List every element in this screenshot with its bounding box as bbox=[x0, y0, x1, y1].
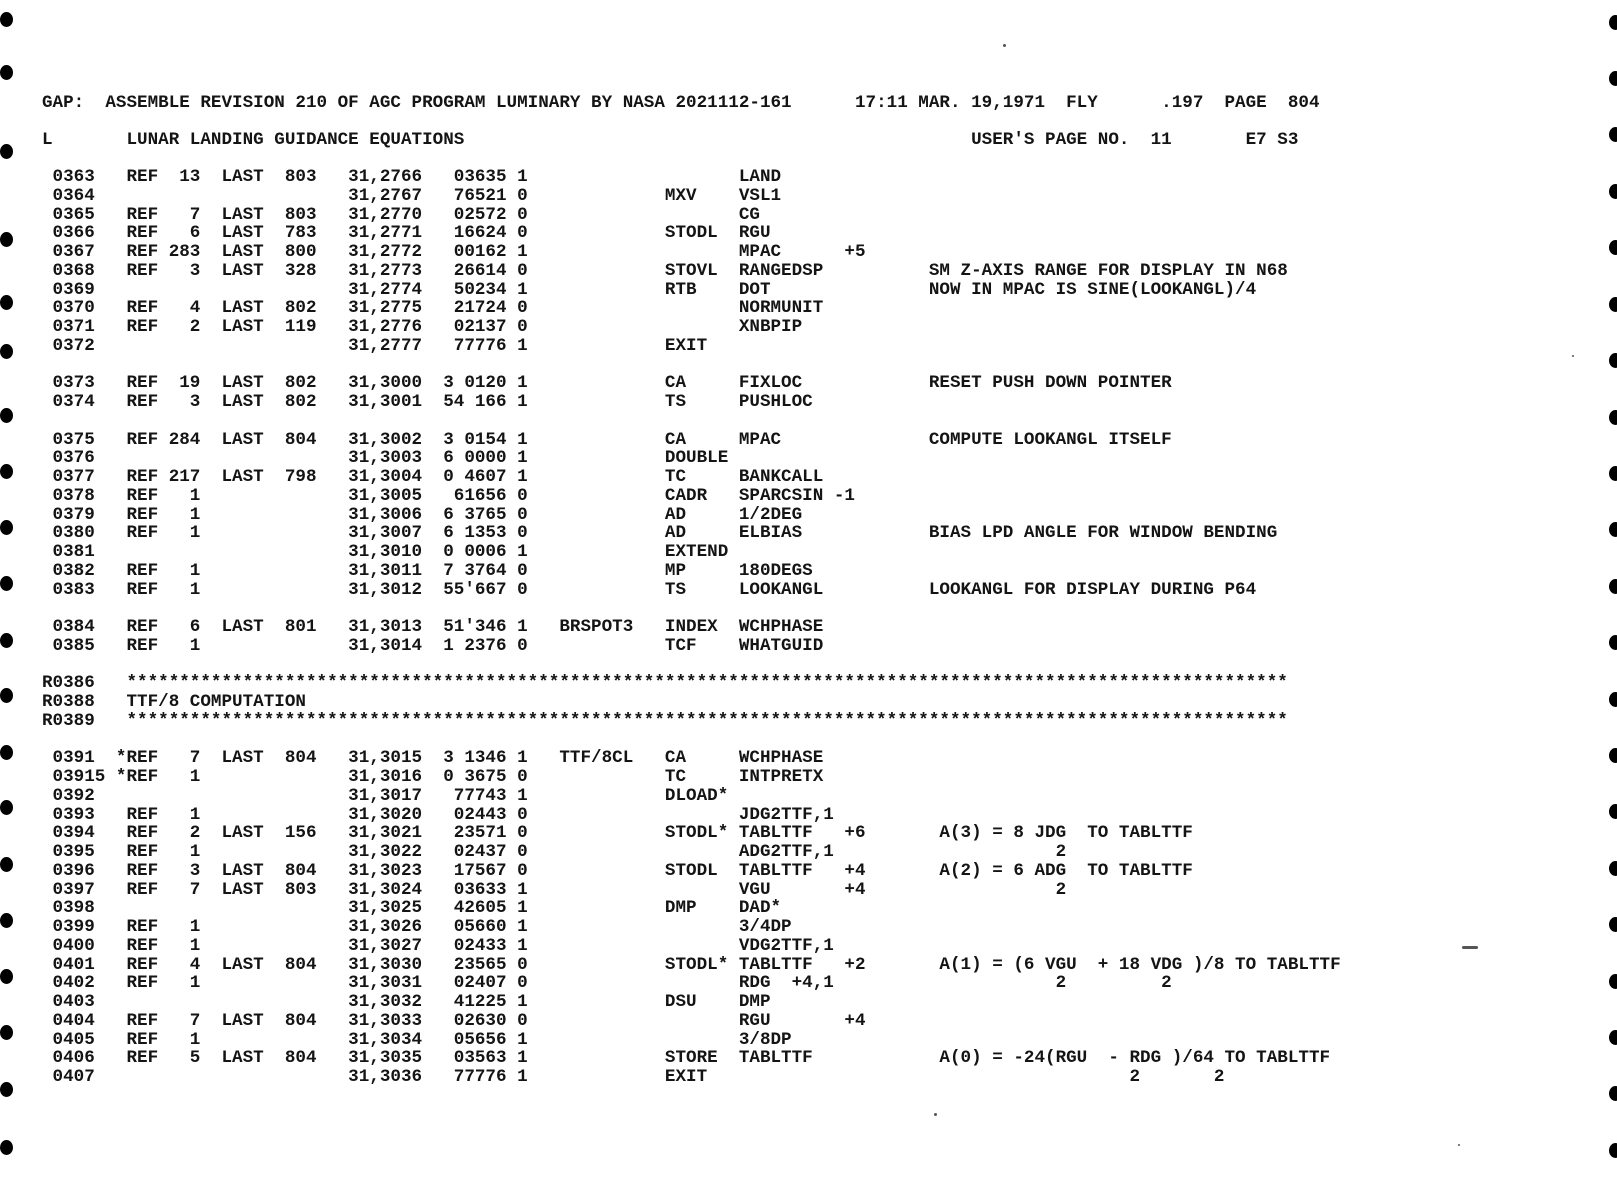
listing-line: 0383 REF 1 31,3012 55'667 0 TS LOOKANGL LOOKANGL FOR DISPLAY DURING P64 bbox=[42, 579, 1257, 600]
feed-hole-icon bbox=[0, 408, 13, 423]
listing-line: 0406 REF 5 LAST 804 31,3035 03563 1 STORE TABLTTF A(0) = -24(RGU - RDG )/64 TO TABLTTF bbox=[42, 1048, 1331, 1069]
feed-hole-icon bbox=[1609, 522, 1617, 537]
feed-hole-icon bbox=[1609, 15, 1617, 30]
feed-hole-icon bbox=[1609, 240, 1617, 255]
listing-line: 0371 REF 2 LAST 119 31,2776 02137 0 XNBPIP bbox=[42, 317, 803, 337]
feed-hole-icon bbox=[1609, 1143, 1617, 1158]
feed-hole-icon bbox=[0, 1082, 13, 1097]
feed-hole-icon bbox=[1609, 748, 1617, 763]
feed-hole-icon bbox=[1609, 353, 1617, 368]
listing-line: 0379 REF 1 31,3006 6 3765 0 AD 1/2DEG bbox=[42, 504, 803, 525]
feed-hole-icon bbox=[0, 633, 13, 648]
listing-line: 0384 REF 6 LAST 801 31,3013 51'346 1 BRSPOT3 INDEX WCHPHASE bbox=[42, 617, 824, 637]
feed-hole-icon bbox=[0, 12, 13, 27]
feed-hole-icon bbox=[0, 688, 13, 703]
listing-line: 0400 REF 1 31,3027 02433 1 VDG2TTF,1 bbox=[42, 935, 834, 956]
listing-line: 0397 REF 7 LAST 803 31,3024 03633 1 VGU +4 2 bbox=[42, 879, 1067, 900]
feed-hole-icon bbox=[1609, 579, 1617, 594]
listing-line: 0372 31,2777 77776 1 EXIT bbox=[42, 335, 708, 356]
listing-line: 0405 REF 1 31,3034 05656 1 3/8DP bbox=[42, 1029, 792, 1050]
listing-line: 0395 REF 1 31,3022 02437 0 ADG2TTF,1 2 bbox=[42, 842, 1067, 862]
listing-line: 0393 REF 1 31,3020 02443 0 JDG2TTF,1 bbox=[42, 804, 834, 825]
listing-line: 0368 REF 3 LAST 328 31,2773 26614 0 STOVL RANGEDSP SM Z-AXIS RANGE FOR DISPLAY IN N68 bbox=[42, 260, 1288, 281]
listing-line: 0374 REF 3 LAST 802 31,3001 54 166 1 TS PUSHLOC bbox=[42, 392, 813, 412]
speck-icon bbox=[934, 1113, 937, 1116]
feed-hole-icon bbox=[1609, 861, 1617, 876]
feed-hole-icon bbox=[0, 344, 13, 359]
listing-line: R0386 ************************************************************************************************************** bbox=[42, 673, 1288, 694]
feed-hole-icon bbox=[0, 576, 13, 591]
listing-line: 0401 REF 4 LAST 804 31,3030 23565 0 STODL* TABLTTF +2 A(1) = (6 VGU + 18 VDG )/8 TO TABLTTF bbox=[42, 954, 1341, 975]
feed-hole-icon bbox=[0, 464, 13, 479]
listing-line: 0394 REF 2 LAST 156 31,3021 23571 0 STODL* TABLTTF +6 A(3) = 8 JDG TO TABLTTF bbox=[42, 823, 1193, 844]
feed-hole-icon bbox=[0, 745, 13, 760]
listing-line: 0376 31,3003 6 0000 1 DOUBLE bbox=[42, 448, 729, 469]
listing-line: R0388 TTF/8 COMPUTATION bbox=[42, 692, 306, 712]
feed-hole-icon bbox=[1609, 71, 1617, 86]
feed-hole-icon bbox=[1609, 1030, 1617, 1045]
feed-hole-icon bbox=[0, 857, 13, 872]
feed-hole-icon bbox=[1609, 1086, 1617, 1101]
listing-line: 0370 REF 4 LAST 802 31,2775 21724 0 NORMUNIT bbox=[42, 298, 824, 319]
feed-hole-icon bbox=[1609, 127, 1617, 142]
listing-line: 0375 REF 284 LAST 804 31,3002 3 0154 1 CA MPAC COMPUTE LOOKANGL ITSELF bbox=[42, 429, 1172, 450]
listing-line: 0404 REF 7 LAST 804 31,3033 02630 0 RGU +4 bbox=[42, 1010, 866, 1031]
page-subheader-line: L LUNAR LANDING GUIDANCE EQUATIONS USER'S PAGE NO. 11 E7 S3 bbox=[42, 130, 1299, 150]
listing-line: 0381 31,3010 0 0006 1 EXTEND bbox=[42, 542, 729, 562]
listing-line: 0365 REF 7 LAST 803 31,2770 02572 0 CG bbox=[42, 204, 760, 225]
feed-hole-icon bbox=[1609, 692, 1617, 707]
speck-icon bbox=[1458, 1144, 1460, 1146]
listing-line: R0389 ************************************************************************************************************** bbox=[42, 710, 1288, 731]
listing-line: 03915 *REF 1 31,3016 0 3675 0 TC INTPRETX bbox=[42, 767, 824, 787]
feed-hole-icon bbox=[1609, 917, 1617, 932]
feed-hole-icon bbox=[0, 913, 13, 928]
feed-hole-icon bbox=[1609, 974, 1617, 989]
listing-line: 0382 REF 1 31,3011 7 3764 0 MP 180DEGS bbox=[42, 560, 813, 581]
listing-line: 0378 REF 1 31,3005 61656 0 CADR SPARCSIN -1 bbox=[42, 485, 855, 506]
speck-icon bbox=[1003, 44, 1006, 47]
listing-line: 0396 REF 3 LAST 804 31,3023 17567 0 STODL TABLTTF +4 A(2) = 6 ADG TO TABLTTF bbox=[42, 860, 1193, 881]
feed-hole-icon bbox=[1609, 410, 1617, 425]
feed-hole-icon bbox=[1609, 466, 1617, 481]
listing-line: 0364 31,2767 76521 0 MXV VSL1 bbox=[42, 185, 782, 206]
feed-hole-icon bbox=[0, 1025, 13, 1040]
listing-line: 0380 REF 1 31,3007 6 1353 0 AD ELBIAS BIAS LPD ANGLE FOR WINDOW BENDING bbox=[42, 523, 1278, 544]
feed-hole-icon bbox=[1609, 635, 1617, 650]
listing-line: 0367 REF 283 LAST 800 31,2772 00162 1 MPAC +5 bbox=[42, 242, 866, 262]
listing-line: 0366 REF 6 LAST 783 31,2771 16624 0 STODL RGU bbox=[42, 223, 771, 244]
listing-line: 0399 REF 1 31,3026 05660 1 3/4DP bbox=[42, 917, 792, 937]
feed-hole-icon bbox=[0, 65, 13, 80]
listing-line: 0385 REF 1 31,3014 1 2376 0 TCF WHATGUID bbox=[42, 635, 824, 656]
feed-hole-icon bbox=[0, 232, 13, 247]
feed-hole-icon bbox=[0, 295, 13, 310]
listing-line: 0377 REF 217 LAST 798 31,3004 0 4607 1 TC BANKCALL bbox=[42, 467, 824, 487]
feed-hole-icon bbox=[0, 800, 13, 815]
listing-line: 0398 31,3025 42605 1 DMP DAD* bbox=[42, 898, 782, 919]
speck-icon bbox=[1462, 946, 1478, 949]
feed-hole-icon bbox=[0, 520, 13, 535]
listing-line: 0407 31,3036 77776 1 EXIT 2 2 bbox=[42, 1067, 1225, 1087]
listing-line: 0392 31,3017 77743 1 DLOAD* bbox=[42, 785, 729, 806]
feed-hole-icon bbox=[1609, 184, 1617, 199]
page-header-line: GAP: ASSEMBLE REVISION 210 OF AGC PROGRAM LUMINARY BY NASA 2021112-161 17:11 MAR. 19,1971 FLY .197 PAGE 804 bbox=[42, 93, 1320, 113]
feed-hole-icon bbox=[0, 144, 13, 159]
feed-hole-icon bbox=[1609, 297, 1617, 312]
listing-line: 0373 REF 19 LAST 802 31,3000 3 0120 1 CA FIXLOC RESET PUSH DOWN POINTER bbox=[42, 373, 1172, 394]
listing-line: 0369 31,2774 50234 1 RTB DOT NOW IN MPAC IS SINE(LOOKANGL)/4 bbox=[42, 279, 1257, 300]
listing-line: 0402 REF 1 31,3031 02407 0 RDG +4,1 2 2 bbox=[42, 973, 1172, 994]
feed-hole-icon bbox=[0, 1140, 13, 1155]
speck-icon bbox=[1572, 355, 1574, 357]
feed-hole-icon bbox=[1609, 804, 1617, 819]
feed-hole-icon bbox=[0, 969, 13, 984]
listing-line: 0403 31,3032 41225 1 DSU DMP bbox=[42, 992, 771, 1012]
listing-line: 0391 *REF 7 LAST 804 31,3015 3 1346 1 TTF/8CL CA WCHPHASE bbox=[42, 748, 824, 769]
listing-line: 0363 REF 13 LAST 803 31,2766 03635 1 LAND bbox=[42, 167, 782, 187]
